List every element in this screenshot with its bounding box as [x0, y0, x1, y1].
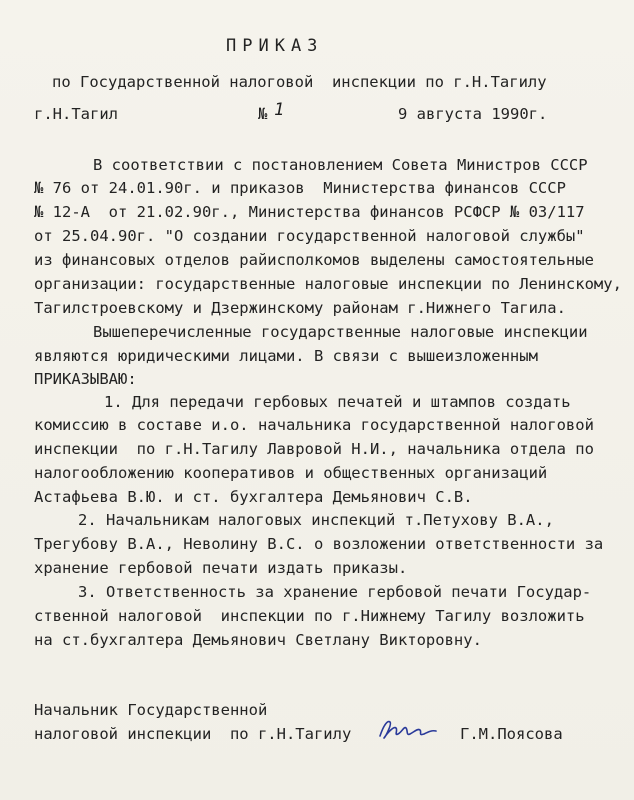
body-line: организации: государственные налоговые инспекции по Ленинскому,: [34, 275, 622, 293]
city: г.Н.Тагил: [34, 105, 118, 123]
document-title: ПРИКАЗ: [226, 36, 324, 56]
order-number-label: №: [258, 105, 268, 123]
body-line: 2. Начальникам налоговых инспекций т.Петухову В.А.,: [78, 511, 554, 529]
handwritten-signature: [376, 714, 440, 744]
body-line: В соответствии с постановлением Совета Министров СССР: [93, 156, 588, 174]
document-subtitle: по Государственной налоговой инспекции по г.Н.Тагилу: [52, 73, 547, 91]
signer-position-line1: Начальник Государственной: [34, 701, 268, 719]
body-line: № 12-А от 21.02.90г., Министерства финансов РСФСР № 03/117: [34, 203, 585, 221]
order-number-value: 1: [274, 100, 285, 120]
body-line: Вышеперечисленные государственные налоговые инспекции: [93, 323, 588, 341]
body-line: ПРИКАЗЫВАЮ:: [34, 370, 137, 388]
body-line: хранение гербовой печати издать приказы.: [34, 559, 408, 577]
signer-position-line2: налоговой инспекции по г.Н.Тагилу: [34, 725, 352, 743]
body-line: 3. Ответственность за хранение гербовой печати Государ-: [78, 583, 592, 601]
body-line: комиссию в составе и.о. начальника государственной налоговой: [34, 416, 594, 434]
signer-name: Г.М.Поясова: [460, 725, 563, 743]
body-line: из финансовых отделов райисполкомов выделены самостоятельные: [34, 251, 594, 269]
body-line: ственной налоговой инспекции по г.Нижнему Тагилу возложить: [34, 607, 585, 625]
body-line: 1. Для передачи гербовых печатей и штампов создать: [104, 393, 571, 411]
body-line: являются юридическими лицами. В связи с вышеизложенным: [34, 347, 538, 365]
body-line: Астафьева В.Ю. и ст. бухгалтера Демьянович С.В.: [34, 488, 473, 506]
order-date: 9 августа 1990г.: [398, 105, 548, 123]
body-line: Трегубову В.А., Неволину В.С. о возложении ответственности за: [34, 535, 604, 553]
body-line: на ст.бухгалтера Демьянович Светлану Викторовну.: [34, 631, 482, 649]
body-line: налогообложению кооперативов и общественных организаций: [34, 464, 548, 482]
body-line: инспекции по г.Н.Тагилу Лавровой Н.И., начальника отдела по: [34, 440, 594, 458]
body-line: от 25.04.90г. "О создании государственной налоговой службы": [34, 227, 585, 245]
body-line: № 76 от 24.01.90г. и приказов Министерства финансов СССР: [34, 179, 566, 197]
body-line: Тагилстроевскому и Дзержинскому районам г.Нижнего Тагила.: [34, 299, 566, 317]
